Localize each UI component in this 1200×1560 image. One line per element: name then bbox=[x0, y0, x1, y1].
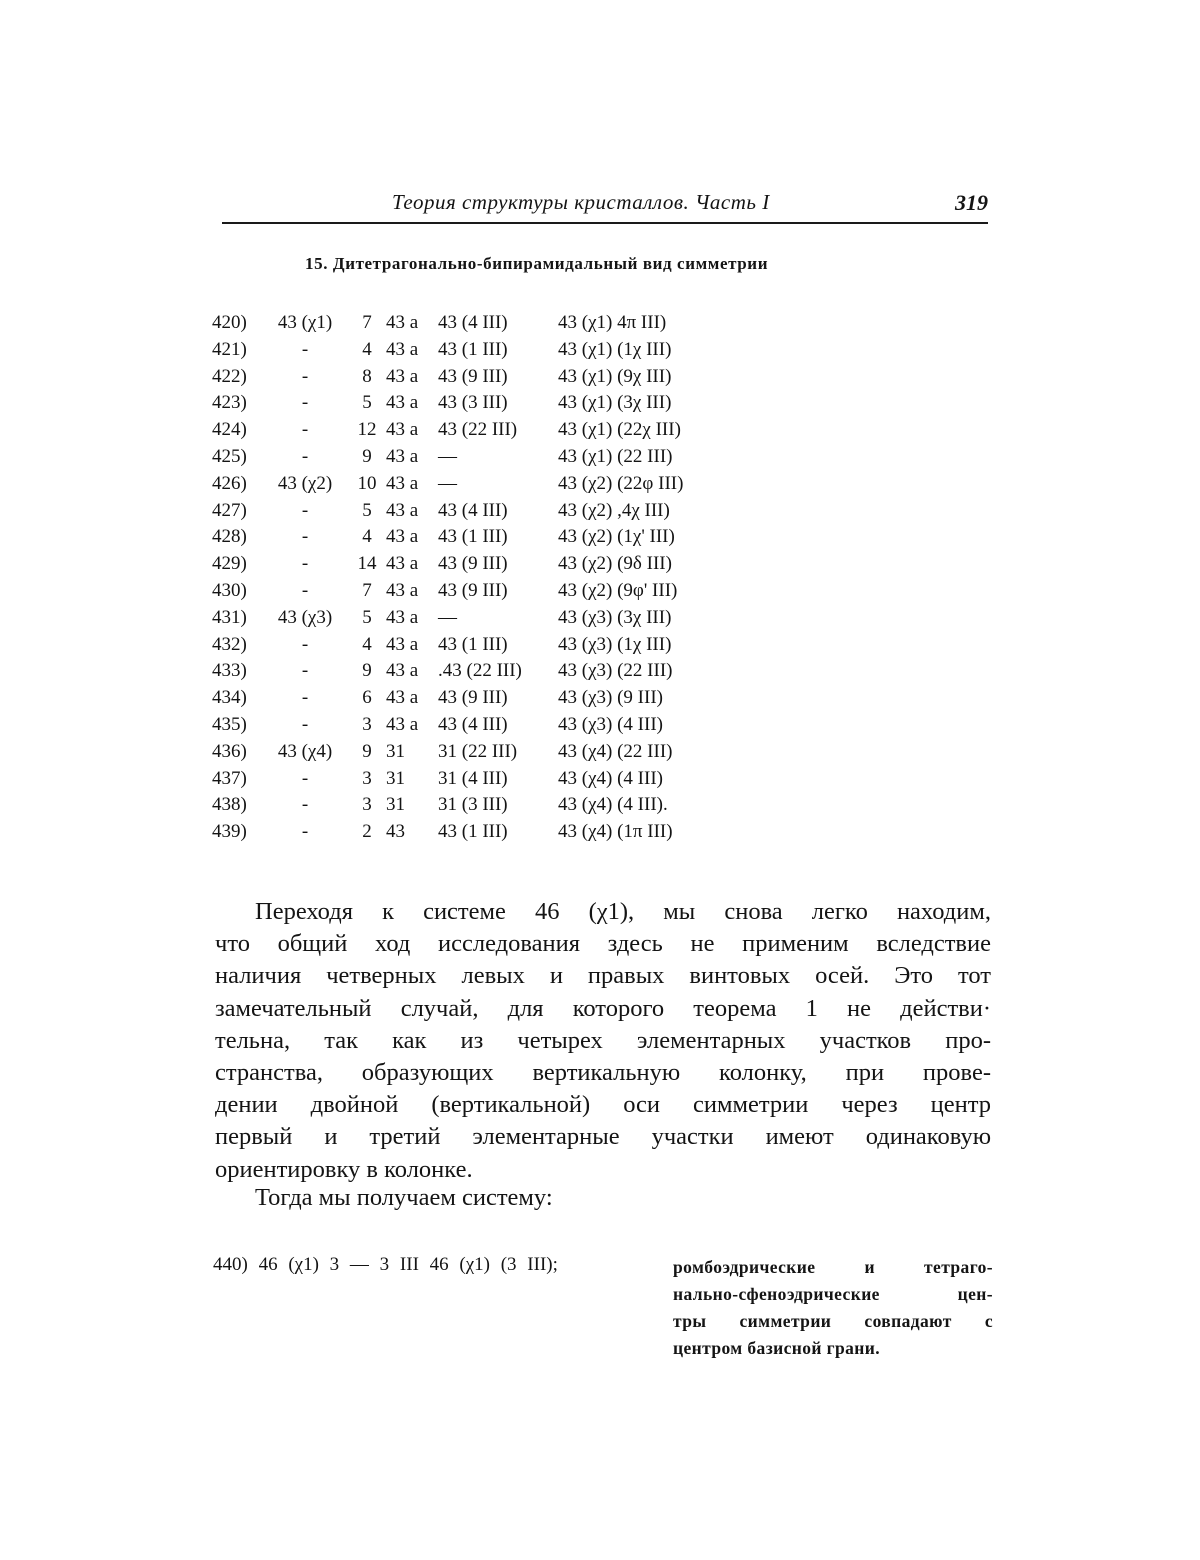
row-result: 43 (χ2) ,4χ III) bbox=[558, 499, 670, 521]
row-subgroup: 43 a bbox=[386, 338, 419, 360]
row-result: 43 (χ1) (22χ III) bbox=[558, 419, 681, 441]
row-subgroup: 43 a bbox=[386, 419, 419, 441]
row-number: 421) bbox=[212, 338, 247, 360]
table-row bbox=[212, 390, 728, 417]
page-number: 319 bbox=[955, 190, 988, 215]
row-reference: 43 (1 III) bbox=[438, 821, 508, 843]
row-subgroup: 43 a bbox=[386, 472, 419, 494]
row-reference: 31 (3 III) bbox=[438, 794, 508, 816]
row-result: 43 (χ1) (3χ III) bbox=[558, 392, 672, 414]
row-count: 4 bbox=[362, 633, 372, 655]
row-number: 426) bbox=[212, 472, 247, 494]
row-reference: 43 (9 III) bbox=[438, 687, 508, 709]
row-number: 422) bbox=[212, 365, 247, 387]
row-number: 434) bbox=[212, 687, 247, 709]
row-count: 3 bbox=[362, 767, 372, 789]
row-result: 43 (χ1) (1χ III) bbox=[558, 338, 672, 360]
row-result: 43 (χ4) (1π III) bbox=[558, 821, 673, 843]
row-reference: 43 (4 III) bbox=[438, 312, 508, 333]
row-result: 43 (χ1) 4π III) bbox=[558, 312, 667, 333]
row-reference: 31 (22 III) bbox=[438, 740, 518, 762]
paragraph-line: наличия четверных левых и правых винтовых осей. Это тот bbox=[215, 962, 991, 990]
body-paragraph bbox=[215, 896, 991, 1186]
table-row bbox=[212, 712, 728, 739]
table-row bbox=[212, 632, 728, 659]
row-subgroup: 43 a bbox=[386, 499, 419, 521]
table-row bbox=[212, 819, 728, 846]
paragraph-line: первый и третий элементарные участки имеют одинаковую bbox=[215, 1123, 991, 1151]
row-group: - bbox=[301, 713, 309, 735]
row-count: 7 bbox=[362, 312, 372, 333]
row-group: - bbox=[301, 553, 309, 575]
row-reference: — bbox=[438, 445, 457, 467]
table-body bbox=[212, 310, 728, 846]
table-row bbox=[212, 498, 728, 525]
table-row bbox=[212, 310, 728, 337]
row-number: 432) bbox=[212, 633, 247, 655]
row-number: 430) bbox=[212, 579, 247, 601]
row-result: 43 (χ1) (22 III) bbox=[558, 445, 673, 467]
row-count: 5 bbox=[362, 606, 372, 628]
note-line: нально-сфеноэдрические цен- bbox=[673, 1284, 993, 1304]
row-reference: .43 (22 III) bbox=[438, 660, 522, 682]
row-group: - bbox=[301, 794, 309, 816]
running-header bbox=[222, 188, 988, 224]
row-group: - bbox=[301, 445, 309, 467]
row-subgroup: 31 bbox=[386, 794, 405, 816]
row-subgroup: 43 a bbox=[386, 687, 419, 709]
row-result: 43 (χ4) (4 III). bbox=[558, 794, 668, 816]
row-subgroup: 43 a bbox=[386, 312, 419, 333]
row-result: 43 (χ2) (9δ III) bbox=[558, 553, 672, 575]
row-subgroup: 43 bbox=[386, 821, 405, 843]
table-row bbox=[212, 444, 728, 471]
row-count: 4 bbox=[362, 526, 372, 548]
row-subgroup: 43 a bbox=[386, 606, 419, 628]
table-row bbox=[212, 524, 728, 551]
table-row bbox=[212, 364, 728, 391]
row-subgroup: 43 a bbox=[386, 553, 419, 575]
row-count: 14 bbox=[357, 553, 377, 575]
row-number: 423) bbox=[212, 392, 247, 414]
table-row bbox=[212, 739, 728, 766]
paragraph-line: замечательный случай, для которого теорема 1 не действи· bbox=[215, 994, 991, 1022]
row-number: 436) bbox=[212, 740, 247, 762]
row-number: 431) bbox=[212, 606, 247, 628]
row-result: 43 (χ4) (22 III) bbox=[558, 740, 673, 762]
row-subgroup: 43 a bbox=[386, 392, 419, 414]
row-result: 43 (χ2) (22φ III) bbox=[558, 472, 684, 494]
note-line: тры симметрии совпадают с bbox=[673, 1311, 993, 1331]
row-group: 43 (χ1) bbox=[277, 312, 333, 333]
paragraph-line: тельна, так как из четырех элементарных участков про- bbox=[215, 1026, 991, 1054]
row-reference: 43 (1 III) bbox=[438, 633, 508, 655]
row-subgroup: 43 a bbox=[386, 633, 419, 655]
row-count: 7 bbox=[362, 579, 372, 601]
row-group: 43 (χ4) bbox=[277, 740, 333, 762]
row-result: 43 (χ3) (1χ III) bbox=[558, 633, 672, 655]
equation-note bbox=[673, 1254, 993, 1362]
row-subgroup: 43 a bbox=[386, 713, 419, 735]
paragraph-line: что общий ход исследования здесь не применим вследствие bbox=[215, 930, 991, 958]
row-number: 427) bbox=[212, 499, 247, 521]
row-group: - bbox=[301, 338, 309, 360]
section-title: 15. Дитетрагонально-бипирамидальный вид симметрии bbox=[305, 254, 769, 273]
row-number: 435) bbox=[212, 713, 247, 735]
row-count: 9 bbox=[362, 445, 372, 467]
table-row bbox=[212, 471, 728, 498]
row-group: - bbox=[301, 526, 309, 548]
row-reference: 43 (4 III) bbox=[438, 499, 508, 521]
row-reference: 43 (9 III) bbox=[438, 365, 508, 387]
row-count: 3 bbox=[362, 794, 372, 816]
row-number: 424) bbox=[212, 419, 247, 441]
row-group: - bbox=[301, 821, 309, 843]
row-result: 43 (χ3) (3χ III) bbox=[558, 606, 672, 628]
row-count: 9 bbox=[362, 660, 372, 682]
row-number: 425) bbox=[212, 445, 247, 467]
row-group: - bbox=[301, 660, 309, 682]
row-group: - bbox=[301, 419, 309, 441]
note-line: ромбоэдрические и тетраго- bbox=[673, 1257, 993, 1277]
row-result: 43 (χ3) (22 III) bbox=[558, 660, 673, 682]
row-group: - bbox=[301, 579, 309, 601]
table-row bbox=[212, 792, 728, 819]
paragraph-line: странства, образующих вертикальную колонку, при прове- bbox=[215, 1059, 991, 1087]
row-reference: 31 (4 III) bbox=[438, 767, 508, 789]
row-number: 437) bbox=[212, 767, 247, 789]
paragraph-line: ориентировку в колонке. bbox=[215, 1155, 473, 1183]
equation-440: 440) 46 (χ1) 3 — 3 III 46 (χ1) (3 III); bbox=[213, 1254, 558, 1275]
row-count: 9 bbox=[362, 740, 372, 762]
row-group: - bbox=[301, 633, 309, 655]
row-group: 43 (χ2) bbox=[277, 472, 333, 494]
row-count: 4 bbox=[362, 338, 372, 360]
table-row bbox=[212, 578, 728, 605]
row-result: 43 (χ4) (4 III) bbox=[558, 767, 663, 789]
row-number: 420) bbox=[212, 312, 247, 333]
row-subgroup: 43 a bbox=[386, 526, 419, 548]
row-result: 43 (χ3) (4 III) bbox=[558, 713, 663, 735]
table-row bbox=[212, 417, 728, 444]
row-subgroup: 43 a bbox=[386, 365, 419, 387]
row-result: 43 (χ3) (9 III) bbox=[558, 687, 663, 709]
row-count: 2 bbox=[362, 821, 372, 843]
row-subgroup: 43 a bbox=[386, 445, 419, 467]
row-reference: — bbox=[438, 472, 457, 494]
row-subgroup: 31 bbox=[386, 740, 405, 762]
row-reference: 43 (9 III) bbox=[438, 553, 508, 575]
row-subgroup: 43 a bbox=[386, 579, 419, 601]
row-reference: 43 (1 III) bbox=[438, 338, 508, 360]
row-count: 3 bbox=[362, 713, 372, 735]
row-number: 439) bbox=[212, 821, 247, 843]
row-subgroup: 43 a bbox=[386, 660, 419, 682]
row-result: 43 (χ2) (1χ' III) bbox=[558, 526, 675, 548]
row-group: - bbox=[301, 767, 309, 789]
row-number: 429) bbox=[212, 553, 247, 575]
row-count: 5 bbox=[362, 499, 372, 521]
row-group: - bbox=[301, 499, 309, 521]
table-row bbox=[212, 658, 728, 685]
paragraph-line: дении двойной (вертикальной) оси симметрии через центр bbox=[215, 1091, 991, 1119]
row-number: 428) bbox=[212, 526, 247, 548]
row-reference: 43 (4 III) bbox=[438, 713, 508, 735]
row-number: 433) bbox=[212, 660, 247, 682]
row-count: 6 bbox=[362, 687, 372, 709]
table-row bbox=[212, 605, 728, 632]
row-group: - bbox=[301, 392, 309, 414]
row-reference: 43 (3 III) bbox=[438, 392, 508, 414]
row-subgroup: 31 bbox=[386, 767, 405, 789]
note-line: центром базисной грани. bbox=[673, 1338, 881, 1358]
table-row bbox=[212, 551, 728, 578]
row-count: 10 bbox=[357, 472, 377, 494]
row-reference: 43 (9 III) bbox=[438, 579, 508, 601]
row-reference: 43 (22 III) bbox=[438, 419, 518, 441]
running-title: Теория структуры кристаллов. Часть I bbox=[392, 190, 770, 214]
row-count: 5 bbox=[362, 392, 372, 414]
row-group: - bbox=[301, 687, 309, 709]
paragraph-line: Переходя к системе 46 (χ1), мы снова легко находим, bbox=[255, 898, 991, 925]
row-count: 8 bbox=[362, 365, 372, 387]
row-result: 43 (χ2) (9φ' III) bbox=[558, 579, 678, 601]
row-group: 43 (χ3) bbox=[277, 606, 333, 628]
row-count: 12 bbox=[357, 419, 377, 441]
row-result: 43 (χ1) (9χ III) bbox=[558, 365, 672, 387]
table-row bbox=[212, 766, 728, 793]
table-row bbox=[212, 685, 728, 712]
row-group: - bbox=[301, 365, 309, 387]
follow-line: Тогда мы получаем систему: bbox=[255, 1184, 553, 1211]
row-reference: 43 (1 III) bbox=[438, 526, 508, 548]
symmetry-table bbox=[212, 310, 728, 846]
table-row bbox=[212, 337, 728, 364]
row-reference: — bbox=[438, 606, 457, 628]
row-number: 438) bbox=[212, 794, 247, 816]
